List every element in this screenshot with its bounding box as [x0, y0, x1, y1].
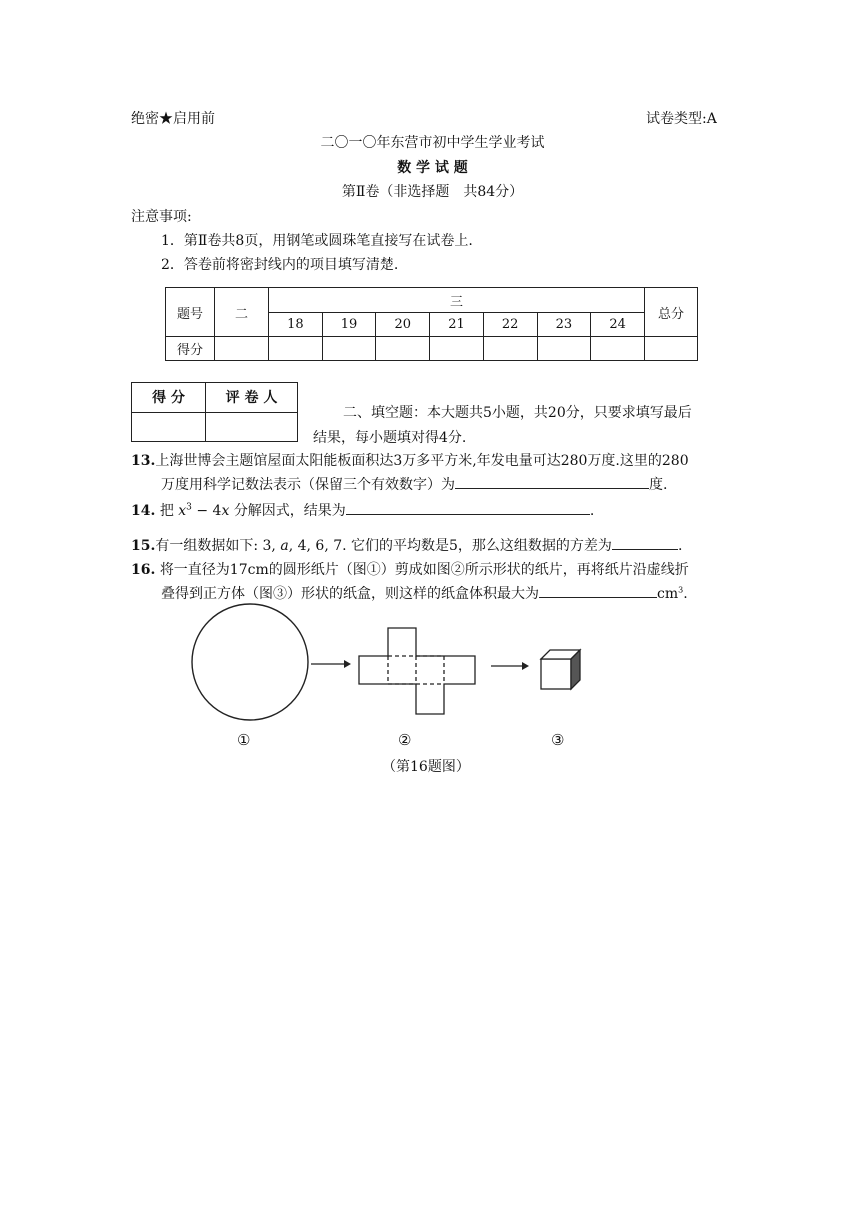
score-cell[interactable]: [537, 337, 591, 361]
section-two-label: 二: [215, 288, 269, 337]
question-col: 21: [430, 313, 484, 337]
notes-heading: 注意事项:: [131, 209, 192, 225]
cube-shape: [541, 650, 580, 689]
arrow-right-icon: [491, 662, 529, 670]
volume-title: 第Ⅱ卷（非选择题 共84分）: [341, 184, 524, 200]
question-text: 叠得到正方体（图③）形状的纸盒，则这样的纸盒体积最大为: [161, 586, 539, 602]
question-col: 24: [591, 313, 645, 337]
total-label: 总分: [645, 288, 698, 337]
grader-name-cell[interactable]: [206, 412, 298, 442]
question-16: [131, 559, 689, 579]
question-text: , 4, 6, 7. 它们的平均数是5，那么这组数据的方差为: [288, 538, 612, 554]
note-item-1: 1．第Ⅱ卷共8页，用钢笔或圆珠笔直接写在试卷上.: [161, 233, 473, 249]
confidential-mark: 绝密★启用前: [131, 111, 215, 127]
answer-blank[interactable]: [539, 583, 657, 598]
question-text: 把: [159, 503, 174, 519]
math-exponent: 3: [186, 502, 192, 513]
question-number: 16.: [131, 562, 156, 578]
score-cell[interactable]: [376, 337, 430, 361]
math-var: x: [178, 503, 187, 519]
question-text: 度.: [649, 477, 668, 493]
question-end: .: [683, 586, 688, 602]
answer-blank[interactable]: [455, 474, 649, 489]
question-13: [131, 450, 689, 470]
question-number-label: 题号: [166, 288, 215, 337]
question-14: [131, 500, 594, 520]
question-number: 15.: [131, 538, 156, 554]
exam-title: 二〇一〇年东营市初中学生学业考试: [320, 135, 545, 151]
figure-caption: （第16题图）: [382, 759, 470, 775]
question-15: [131, 535, 682, 555]
score-cell[interactable]: [591, 337, 645, 361]
question-text: 上海世博会主题馆屋面太阳能板面积达3万多平方米,年发电量可达280万度.这里的280: [155, 453, 689, 469]
question-text: 有一组数据如下: 3,: [155, 538, 276, 554]
unit-exponent: 3: [678, 585, 684, 595]
section-heading: 二、填空题：本大题共5小题，共20分，只要求填写最后: [343, 405, 692, 421]
score-cell[interactable]: [483, 337, 537, 361]
question-text: 万度用科学记数法表示（保留三个有效数字）为: [161, 477, 455, 493]
question-col: 18: [269, 313, 323, 337]
answer-blank[interactable]: [346, 500, 590, 515]
grader-score-label: 得 分: [132, 383, 206, 413]
figure-label-1: ①: [237, 731, 251, 749]
figure-label-3: ③: [551, 731, 565, 749]
answer-blank[interactable]: [612, 535, 678, 550]
score-table: [165, 287, 698, 361]
question-end: .: [589, 503, 595, 519]
section-three-label: 三: [269, 288, 645, 313]
unit: cm: [657, 586, 679, 602]
question-col: 20: [376, 313, 430, 337]
question-number: 13.: [131, 453, 156, 469]
circle-paper-shape: [192, 604, 308, 720]
question-number: 14.: [131, 503, 156, 519]
score-cell[interactable]: [645, 337, 698, 361]
question-col: 22: [483, 313, 537, 337]
question-text: 将一直径为17cm的圆形纸片（图①）剪成如图②所示形状的纸片，再将纸片沿虚线折: [159, 562, 689, 578]
score-cell[interactable]: [322, 337, 376, 361]
question-end: .: [677, 538, 683, 554]
section-heading-cont: 结果，每小题填对得4分.: [313, 430, 467, 446]
score-row-label: 得分: [166, 337, 215, 361]
question-col: 23: [537, 313, 591, 337]
math-op: − 4: [191, 503, 222, 519]
note-item-2: 2．答卷前将密封线内的项目填写清楚.: [161, 257, 399, 273]
figure-label-2: ②: [398, 731, 412, 749]
math-var: a: [280, 538, 289, 554]
grader-box: [131, 382, 298, 442]
arrow-right-icon: [311, 660, 351, 668]
math-var: x: [221, 503, 230, 519]
score-cell[interactable]: [215, 337, 269, 361]
question-text: 分解因式，结果为: [233, 503, 346, 519]
cube-net-shape: [359, 628, 475, 714]
question-13-line2: [161, 474, 667, 494]
score-cell[interactable]: [269, 337, 323, 361]
subject-title: 数 学 试 题: [397, 160, 468, 176]
paper-type: 试卷类型:A: [646, 111, 717, 127]
grader-name-label: 评 卷 人: [206, 383, 298, 413]
score-cell[interactable]: [430, 337, 484, 361]
grader-score-cell[interactable]: [132, 412, 206, 442]
figure-16: [0, 600, 865, 730]
question-col: 19: [322, 313, 376, 337]
